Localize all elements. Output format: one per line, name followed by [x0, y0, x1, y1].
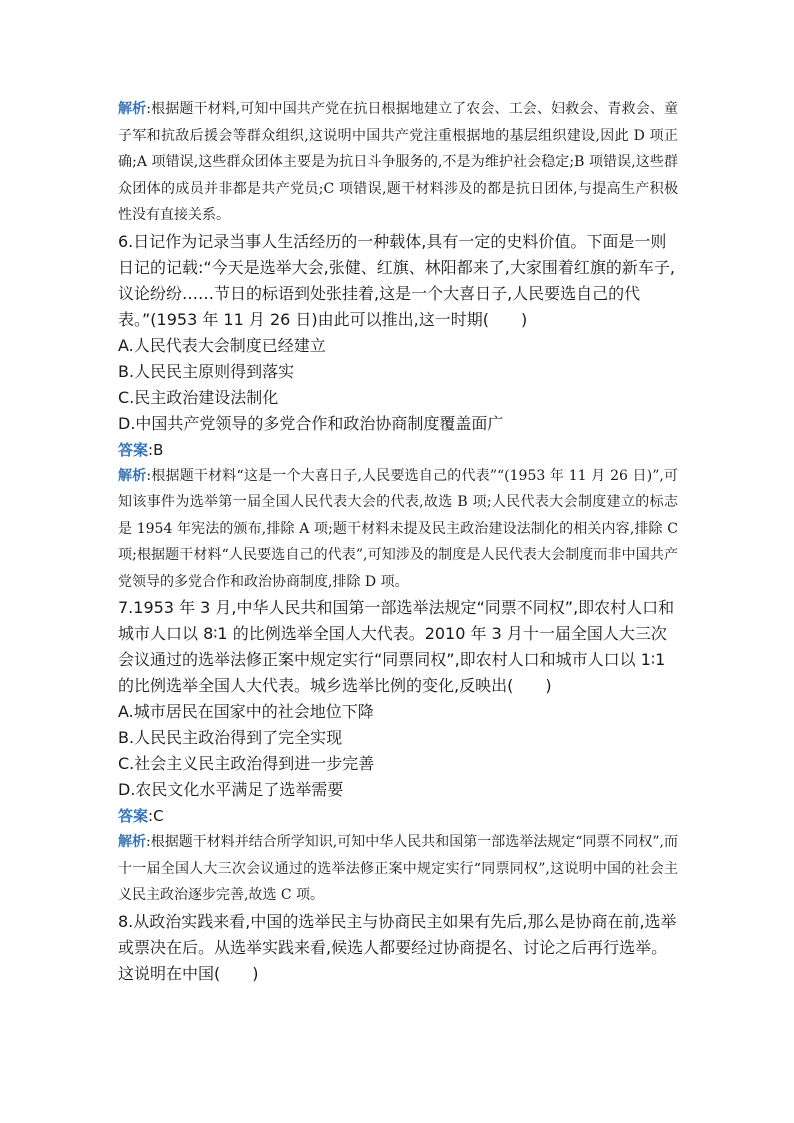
option-a: A.人民代表大会制度已经建立 [118, 335, 326, 355]
analysis-tag: 解析 [118, 101, 147, 117]
analysis-text: :根据题干材料“这是一个大喜日子,人民要选自己的代表”“(1953 年 11 月 26 日)”,可知该事件为选举第一届全国人民代表大会的代表,故选 B 项;人民代表大会制度建立的标志是 1954 年宪法的颁布,排除 A 项;题干材料未提及民主政治建设法制化的相关内容,排除 C 项;根据题干材料“人民要选自己的代表”,可知涉及的制度是人民代表大会制度而非中国共产党领导的多党合作和政治协商制度,排除 D 项。 [118, 467, 679, 590]
analysis-tag: 解析 [118, 834, 147, 850]
option-b: B.人民民主原则得到落实 [118, 361, 295, 381]
answer-line [118, 803, 678, 829]
analysis-text: :根据题干材料,可知中国共产党在抗日根据地建立了农会、工会、妇救会、青救会、童子军和抗敌后援会等群众组织,这说明中国共产党注重根据地的基层组织建设,因此 D 项正确;A 项错误,这些群众团体主要是为抗日斗争服务的,不是为维护社会稳定;B 项错误,这些群众团体的成员并非都是共产党员;C 项错误,题干材料涉及的都是抗日团体,与提高生产积极性没有直接关系。 [118, 101, 679, 223]
option-b: B.人民民主政治得到了完全实现 [118, 728, 343, 747]
option-c: C.社会主义民主政治得到进一步完善 [118, 754, 375, 773]
analysis-paragraph [118, 829, 678, 909]
question-7: 7.1953 年 3 月,中华人民共和国第一部选举法规定“同票不同权”,即农村人口和城市人口以 8∶1 的比例选举全国人大代表。2010 年 3 月十一届全国人大三次会议通过的选举法修正案中规定实行“同票同权”,即农村人口和城市人口以 1∶1 的比例选举全国人大代表。城乡选举比例的变化,反映出( ) [118, 598, 675, 695]
question-8: 8.从政治实践来看,中国的选举民主与协商民主如果有先后,那么是协商在前,选举或票决在后。从选举实践来看,候选人都要经过协商提名、讨论之后再行选举。这说明在中国( ) [118, 911, 677, 983]
option-a: A.城市居民在国家中的社会地位下降 [118, 702, 374, 721]
answer-line [118, 437, 678, 463]
answer-value: :B [148, 440, 164, 459]
question-6: 6.日记作为记录当事人生活经历的一种载体,具有一定的史料价值。下面是一则日记的记载:“今天是选举大会,张健、红旗、林阳都来了,大家围着红旗的新车子,议论纷纷……节日的标语到处张挂着,这是一个大喜日子,人民要选自己的代表。”(1953 年 11 月 26 日)由此可以推出,这一时期( ) [118, 231, 675, 329]
option-c: C.民主政治建设法制化 [118, 387, 279, 407]
analysis-paragraph [118, 463, 678, 596]
option-d: D.中国共产党领导的多党合作和政治协商制度覆盖面广 [118, 413, 504, 433]
answer-value: :C [148, 807, 164, 825]
analysis-text: :根据题干材料并结合所学知识,可知中华人民共和国第一部选举法规定“同票不同权”,而十一届全国人大三次会议通过的选举法修正案中规定实行“同票同权”,这说明中国的社会主义民主政治逐步完善,故选 C 项。 [118, 834, 679, 903]
answer-tag: 答案 [118, 807, 149, 825]
answer-tag: 答案 [118, 440, 149, 459]
analysis-tag: 解析 [118, 467, 147, 484]
analysis-paragraph [118, 96, 678, 229]
option-d: D.农民文化水平满足了选举需要 [118, 780, 344, 799]
document-page [118, 96, 678, 987]
